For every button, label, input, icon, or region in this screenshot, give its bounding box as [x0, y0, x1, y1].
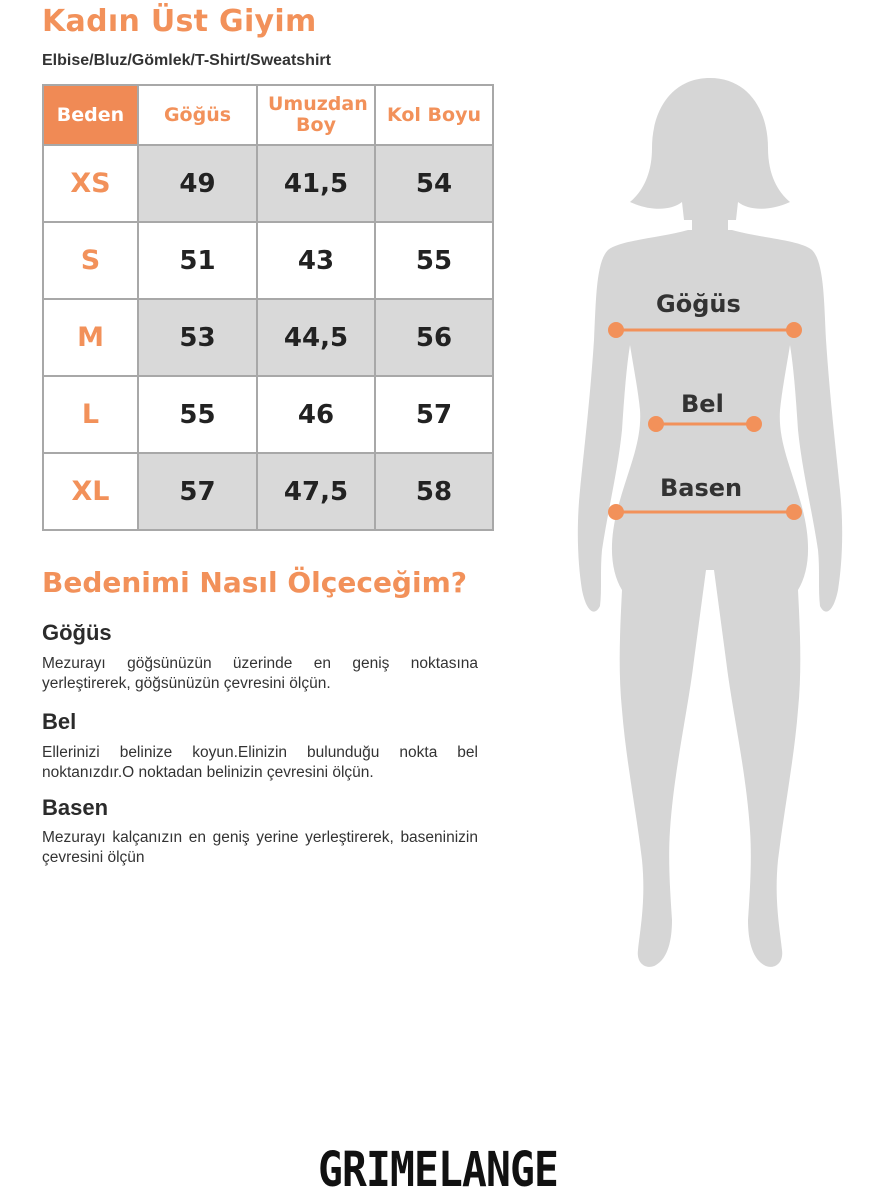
- page-subtitle: Elbise/Bluz/Gömlek/T-Shirt/Sweatshirt: [42, 52, 331, 69]
- kol-boyu-cell: 54: [375, 145, 493, 222]
- gogus-cell: 55: [138, 376, 257, 453]
- page-title: Kadın Üst Giyim: [42, 4, 317, 39]
- kol-boyu-cell: 58: [375, 453, 493, 530]
- umuzdan-boy-cell: 47,5: [257, 453, 375, 530]
- umuzdan-boy-cell: 46: [257, 376, 375, 453]
- bel-section-text: Ellerinizi belinize koyun.Elinizin bulunduğu nokta bel noktanızdır.O noktadan belinizin çevresini ölçün.: [42, 744, 478, 781]
- kol-boyu-cell: 57: [375, 376, 493, 453]
- column-header-umuzdan-boy-label: Umuzdan Boy: [268, 93, 368, 136]
- table-row: [43, 299, 493, 376]
- table-row: [43, 376, 493, 453]
- basen-section-text: Mezurayı kalçanızın en geniş yerine yerleştirerek, baseninizin çevresini ölçün: [42, 829, 478, 866]
- gogus-cell: 57: [138, 453, 257, 530]
- size-table: [42, 84, 494, 531]
- size-cell: XL: [43, 453, 138, 530]
- size-cell: M: [43, 299, 138, 376]
- umuzdan-boy-cell: 43: [257, 222, 375, 299]
- figure-label-gogus: Göğüs: [656, 290, 741, 318]
- column-header-kol-boyu: Kol Boyu: [375, 85, 493, 145]
- umuzdan-boy-cell: 44,5: [257, 299, 375, 376]
- basen-section-title: Basen: [42, 795, 109, 820]
- umuzdan-boy-cell: 41,5: [257, 145, 375, 222]
- how-to-measure-title: Bedenimi Nasıl Ölçeceğim?: [42, 566, 467, 599]
- kol-boyu-cell: 55: [375, 222, 493, 299]
- size-cell: L: [43, 376, 138, 453]
- gogus-cell: 49: [138, 145, 257, 222]
- figure-label-bel: Bel: [681, 390, 724, 418]
- column-header-umuzdan-boy: [257, 85, 375, 145]
- gogus-section-text: Mezurayı göğsünüzün üzerinde en geniş noktasına yerleştirerek, göğsünüzün çevresini ölçün.: [42, 655, 478, 692]
- brand-logo: GRIMELANGE: [318, 1142, 558, 1198]
- figure-label-basen: Basen: [660, 474, 743, 502]
- size-cell: XS: [43, 145, 138, 222]
- column-header-beden: Beden: [43, 85, 138, 145]
- gogus-cell: 51: [138, 222, 257, 299]
- gogus-cell: 53: [138, 299, 257, 376]
- kol-boyu-cell: 56: [375, 299, 493, 376]
- body-silhouette-figure: [560, 70, 860, 990]
- table-row: [43, 145, 493, 222]
- body-silhouette-icon: [560, 70, 860, 990]
- size-cell: S: [43, 222, 138, 299]
- table-header-row: [43, 85, 493, 145]
- bel-section-title: Bel: [42, 709, 77, 734]
- table-row: [43, 222, 493, 299]
- column-header-gogus: Göğüs: [138, 85, 257, 145]
- table-row: [43, 453, 493, 530]
- gogus-section-title: Göğüs: [42, 620, 112, 645]
